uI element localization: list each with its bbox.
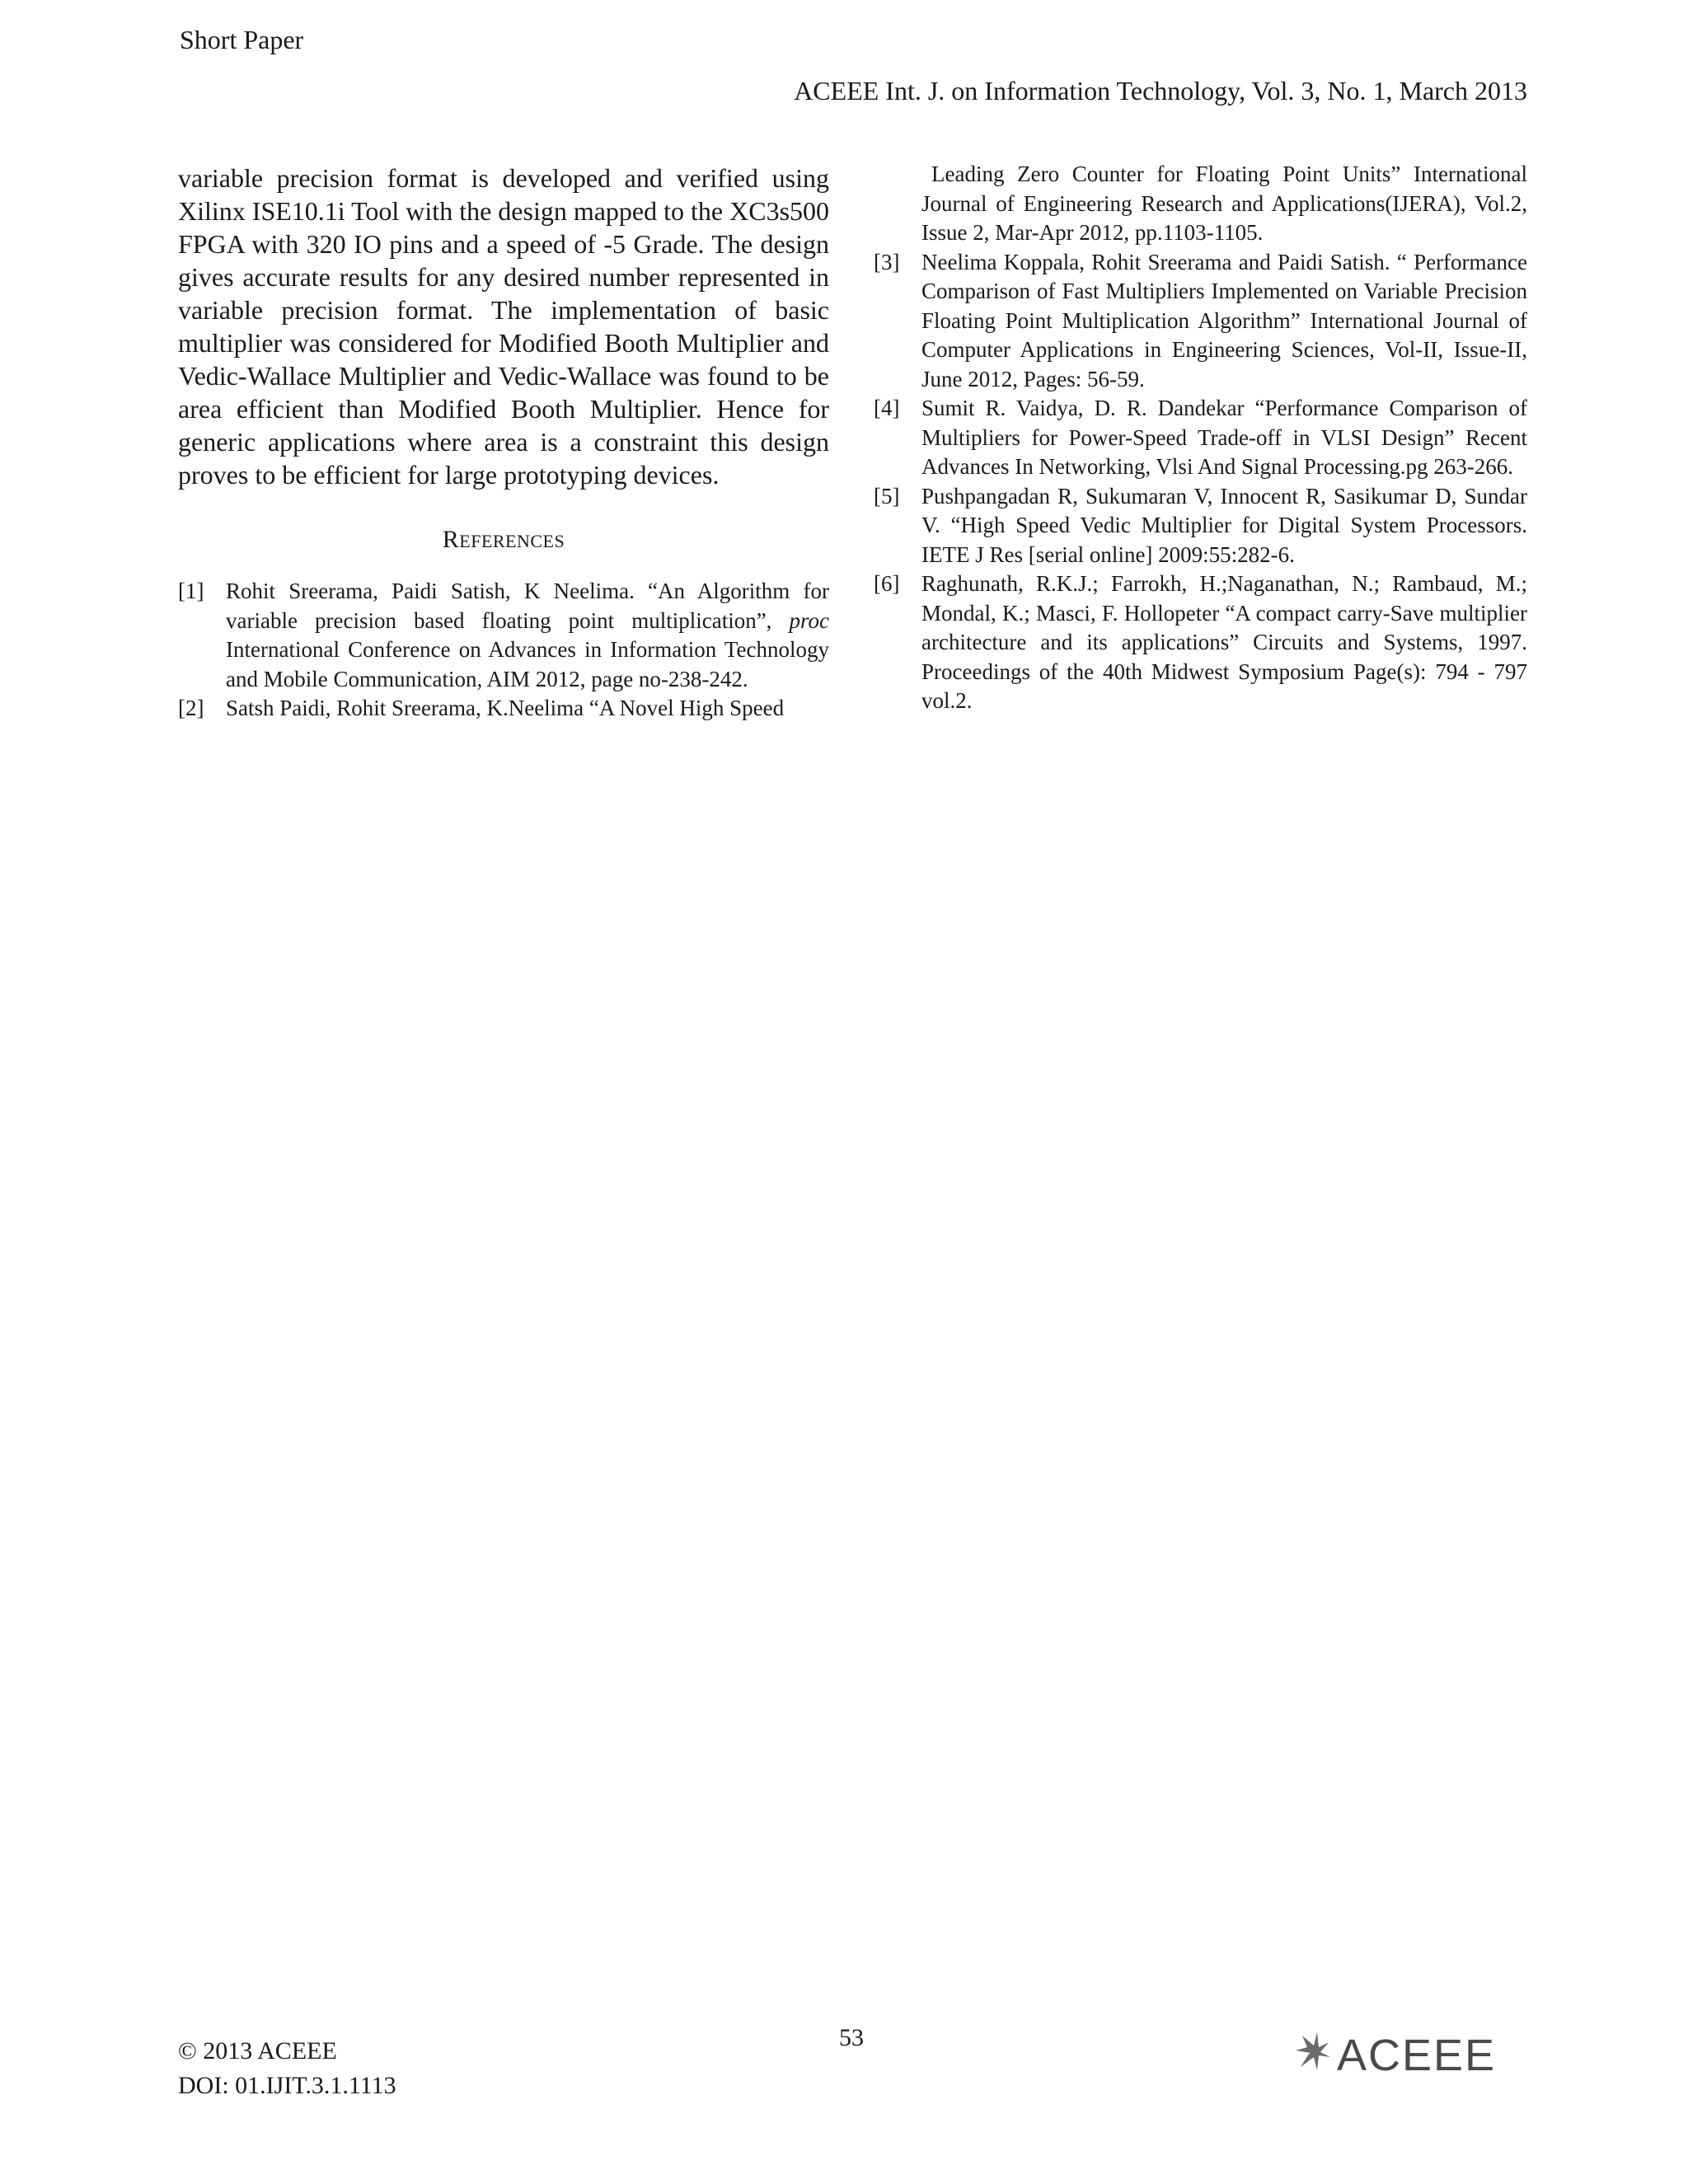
reference-item xyxy=(874,394,1527,482)
star-icon xyxy=(1296,2032,1330,2070)
conclusion-paragraph: variable precision format is developed and verified using Xilinx ISE10.1i Tool with the design mapped to the XC3s500 FPGA with 320 IO pins and a speed of -5 Grade. The design gives accurate results for any desired number represented in variable precision format. The implementation of basic multiplier was considered for Modified Booth Multiplier and Vedic-Wallace Multiplier and Vedic-Wallace was found to be area efficient than Modified Booth Multiplier. Hence for generic applications where area is a constraint this design proves to be efficient for large prototyping devices. xyxy=(178,163,830,490)
page-number: 53 xyxy=(839,2024,864,2051)
reference-text: Pushpangadan R, Sukumaran V, Innocent R, Sasikumar D, Sundar V. “High Speed Vedic Multiplier for Digital System Processors. IETE J Res [serial online] 2009:55:282-6. xyxy=(921,483,1527,567)
left-column xyxy=(178,162,829,724)
reference-item-continued xyxy=(874,160,1527,248)
paper-type-label: Short Paper xyxy=(180,25,304,54)
reference-text: Neelima Koppala, Rohit Sreerama and Paidi Satish. “ Performance Comparison of Fast Multipliers Implemented on Variable Precision Floating Point Multiplication Algorithm” International Journal of Computer Applications in Engineering Sciences, Vol-II, Issue-II, June 2012, Pages: 56-59. xyxy=(921,249,1527,391)
footer-info xyxy=(178,2034,396,2103)
reference-item xyxy=(178,577,829,694)
reference-text: Rohit Sreerama, Paidi Satish, K Neelima. “An Algorithm for variable precision based floating point multiplication”, xyxy=(226,579,829,633)
reference-text: Leading Zero Counter for Floating Point Units” International Journal of Engineering Research and Applications(IJERA), Vol.2, Issue 2, Mar-Apr 2012, pp.1103-1105. xyxy=(921,162,1527,245)
logo-text: ACEEE xyxy=(1337,2031,1497,2080)
reference-number: [1] xyxy=(178,579,204,603)
references-heading xyxy=(178,526,829,554)
reference-number: [4] xyxy=(874,396,900,420)
references-heading-initial: R xyxy=(442,526,460,553)
reference-number: [5] xyxy=(874,483,900,509)
reference-text-end: International Conference on Advances in Information Technology and Mobile Communication, AIM 2012, page no-238-242. xyxy=(226,637,829,691)
right-column xyxy=(874,160,1527,716)
journal-header: ACEEE Int. J. on Information Technology, Vol. 3, No. 1, March 2013 xyxy=(794,76,1527,105)
reference-item xyxy=(874,248,1527,395)
reference-text: Raghunath, R.K.J.; Farrokh, H.;Naganathan, N.; Rambaud, M.; Mondal, K.; Masci, F. Hollopeter “A compact carry-Save multiplier architecture and its applications” Circuits and Systems, 1997. Proceedings of the 40th Midwest Symposium Page(s): 794 - 797 vol.2. xyxy=(921,571,1527,713)
reference-item xyxy=(178,694,829,724)
references-heading-rest: EFERENCES xyxy=(459,531,565,551)
reference-text: Sumit R. Vaidya, D. R. Dandekar “Performance Comparison of Multipliers for Power-Speed Trade-off in VLSI Design” Recent Advances In Networking, Vlsi And Signal Processing.pg 263-266. xyxy=(921,396,1527,479)
reference-text: Satsh Paidi, Rohit Sreerama, K.Neelima “A Novel High Speed xyxy=(226,696,785,720)
reference-number: [3] xyxy=(874,249,900,274)
reference-item xyxy=(874,569,1527,716)
copyright-text: © 2013 ACEEE xyxy=(178,2037,337,2064)
reference-text-italic: proc xyxy=(789,607,829,633)
reference-number: [2] xyxy=(178,696,204,720)
reference-number: [6] xyxy=(874,571,900,596)
reference-item xyxy=(874,482,1527,570)
aceee-logo xyxy=(1292,2026,1531,2080)
doi-text: DOI: 01.IJIT.3.1.1113 xyxy=(178,2072,396,2099)
